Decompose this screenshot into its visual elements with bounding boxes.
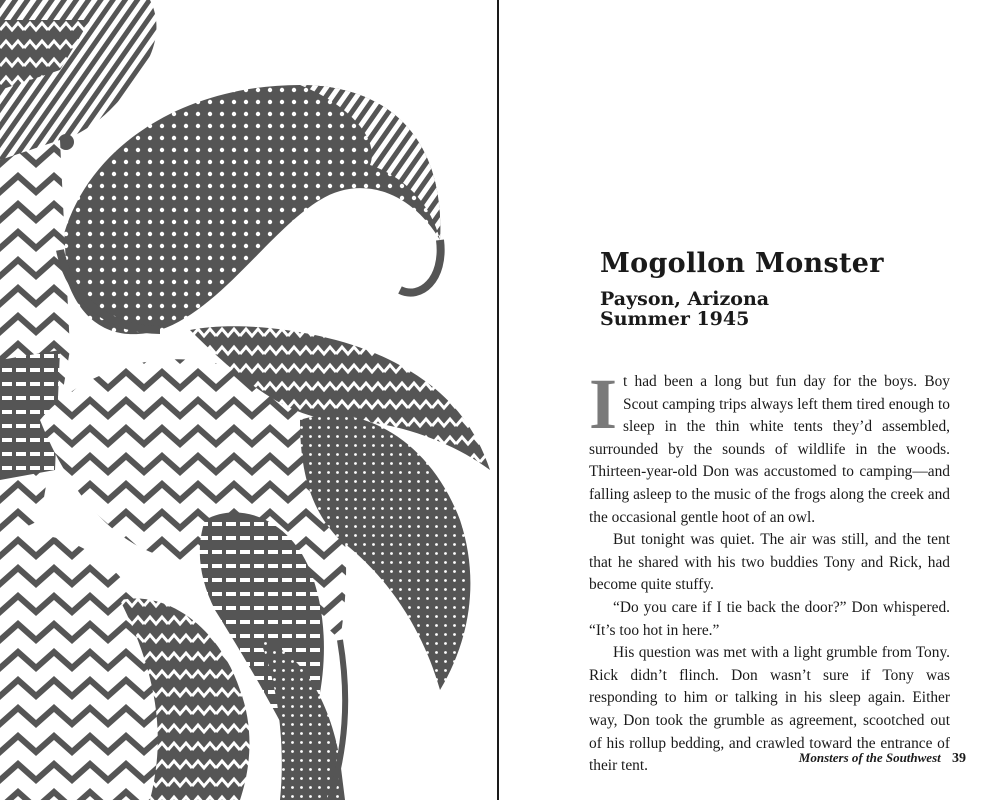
paragraph-4: His question was met with a light grumble from Tony. Rick didn’t flinch. Don wasn’t sure if Tony was responding to him or talking in his sleep again. Either way, Don took the grumble as agreement, scootched out of his rollup bedding, and crawled toward the entrance of their tent. (589, 644, 950, 775)
paragraph-1 (589, 364, 950, 529)
paragraph-2: But tonight was quiet. The air was still, and the tent that he shared with his two buddies Tony and Rick, had become quite stuffy. (589, 531, 950, 594)
paragraph-1-text: t had been a long but fun day for the boys. Boy Scout camping trips always left them tired enough to sleep in the thin white tents they’d assembled, surrounded by the sounds of wildlife in the woods. Thirteen-year-old Don was accustomed to camping—and falling asleep to the music of the frogs along the creek and the occasional gentle hoot of an owl. (589, 373, 950, 526)
page-footer (799, 750, 966, 767)
chapter-body (589, 364, 950, 778)
running-title: Monsters of the Southwest (798, 750, 941, 765)
chapter-date: Summer 1945 (600, 308, 750, 330)
left-strip-shape (0, 140, 70, 540)
page-number: 39 (952, 751, 966, 766)
drop-cap: I (589, 364, 618, 444)
paragraph-3: “Do you care if I tie back the door?” Don whispered. “It’s too hot in here.” (589, 598, 950, 639)
tribal-pattern-illustration (0, 0, 497, 800)
chapter-title: Mogollon Monster (600, 248, 884, 279)
chapter-location: Payson, Arizona (600, 288, 770, 310)
right-page (499, 0, 1000, 800)
left-page (0, 0, 497, 800)
